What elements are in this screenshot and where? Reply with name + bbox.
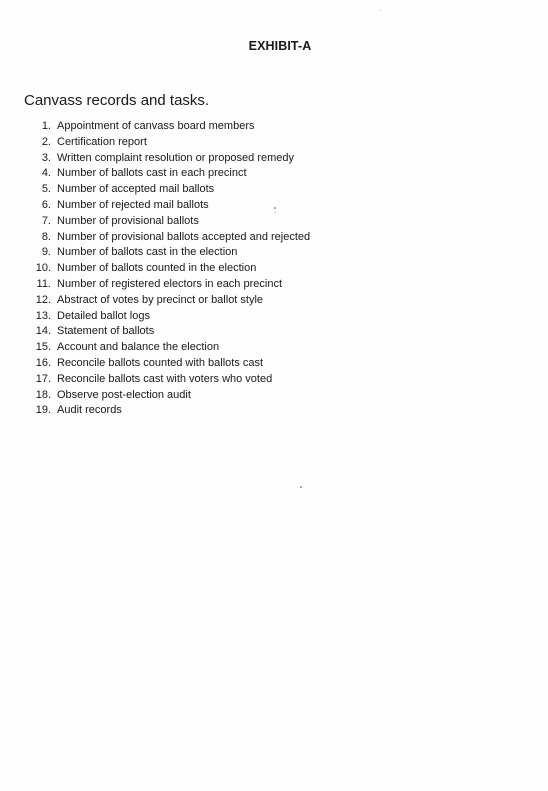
- scan-speck: [274, 207, 276, 209]
- task-number: 8.: [41, 230, 51, 243]
- task-text: Appointment of canvass board members: [57, 120, 255, 132]
- task-item: [24, 356, 310, 372]
- task-item: [24, 119, 310, 135]
- task-text: Reconcile ballots counted with ballots cast: [57, 356, 264, 369]
- task-item: [24, 151, 310, 167]
- task-text: Certification report: [57, 135, 147, 148]
- task-item: [24, 214, 310, 230]
- task-text: Number of provisional ballots: [57, 214, 199, 227]
- task-text: Account and balance the election: [57, 341, 220, 354]
- task-text: Number of rejected mail ballots: [57, 198, 209, 211]
- task-text: Audit records: [57, 404, 122, 417]
- task-number: 14.: [35, 325, 51, 338]
- task-number: 16.: [35, 356, 51, 369]
- task-item: [24, 324, 310, 340]
- task-text: Number of ballots counted in the election: [57, 262, 257, 275]
- task-number: 1.: [41, 120, 51, 132]
- task-number: 2.: [41, 135, 51, 148]
- section-heading: Canvass records and tasks.: [24, 92, 210, 109]
- task-text: Number of registered electors in each precinct: [57, 277, 282, 290]
- task-text: Written complaint resolution or proposed remedy: [57, 151, 295, 164]
- task-text: Number of ballots cast in each precinct: [57, 167, 247, 180]
- task-list: [24, 119, 310, 419]
- task-number: 15.: [35, 341, 51, 354]
- task-number: 5.: [41, 183, 51, 196]
- task-item: [24, 293, 310, 309]
- task-number: 13.: [35, 309, 51, 322]
- task-item: [24, 388, 310, 404]
- task-number: 6.: [41, 198, 51, 211]
- task-number: 18.: [35, 388, 51, 401]
- task-item: [24, 261, 310, 277]
- scan-speck: [380, 10, 381, 11]
- task-number: 17.: [35, 372, 51, 385]
- task-text: Observe post-election audit: [57, 388, 191, 401]
- task-text: Number of provisional ballots accepted and rejected: [57, 230, 311, 243]
- task-text: Number of ballots cast in the election: [57, 246, 238, 259]
- task-item: [24, 309, 310, 325]
- task-text: Reconcile ballots cast with voters who voted: [57, 372, 273, 385]
- task-text: Statement of ballots: [57, 325, 155, 338]
- task-item: [24, 230, 310, 246]
- task-text: Detailed ballot logs: [57, 309, 150, 322]
- task-item: [24, 135, 310, 151]
- scan-speck: [300, 486, 302, 488]
- task-number: 4.: [41, 167, 51, 180]
- task-item: [24, 166, 310, 182]
- task-text: Number of accepted mail ballots: [57, 183, 215, 196]
- task-item: [24, 403, 310, 419]
- task-item: [24, 277, 310, 293]
- task-item: [24, 245, 310, 261]
- exhibit-title: EXHIBIT-A: [248, 39, 312, 53]
- task-text: Abstract of votes by precinct or ballot style: [57, 293, 264, 306]
- task-number: 11.: [36, 277, 51, 290]
- task-item: [24, 340, 310, 356]
- task-number: 3.: [41, 151, 51, 164]
- task-item: [24, 182, 310, 198]
- task-number: 12.: [35, 293, 51, 306]
- task-number: 9.: [41, 246, 51, 259]
- task-item: [24, 372, 310, 388]
- task-number: 10.: [35, 262, 51, 275]
- task-item: [24, 198, 310, 214]
- task-number: 19.: [35, 404, 51, 417]
- task-number: 7.: [41, 214, 51, 227]
